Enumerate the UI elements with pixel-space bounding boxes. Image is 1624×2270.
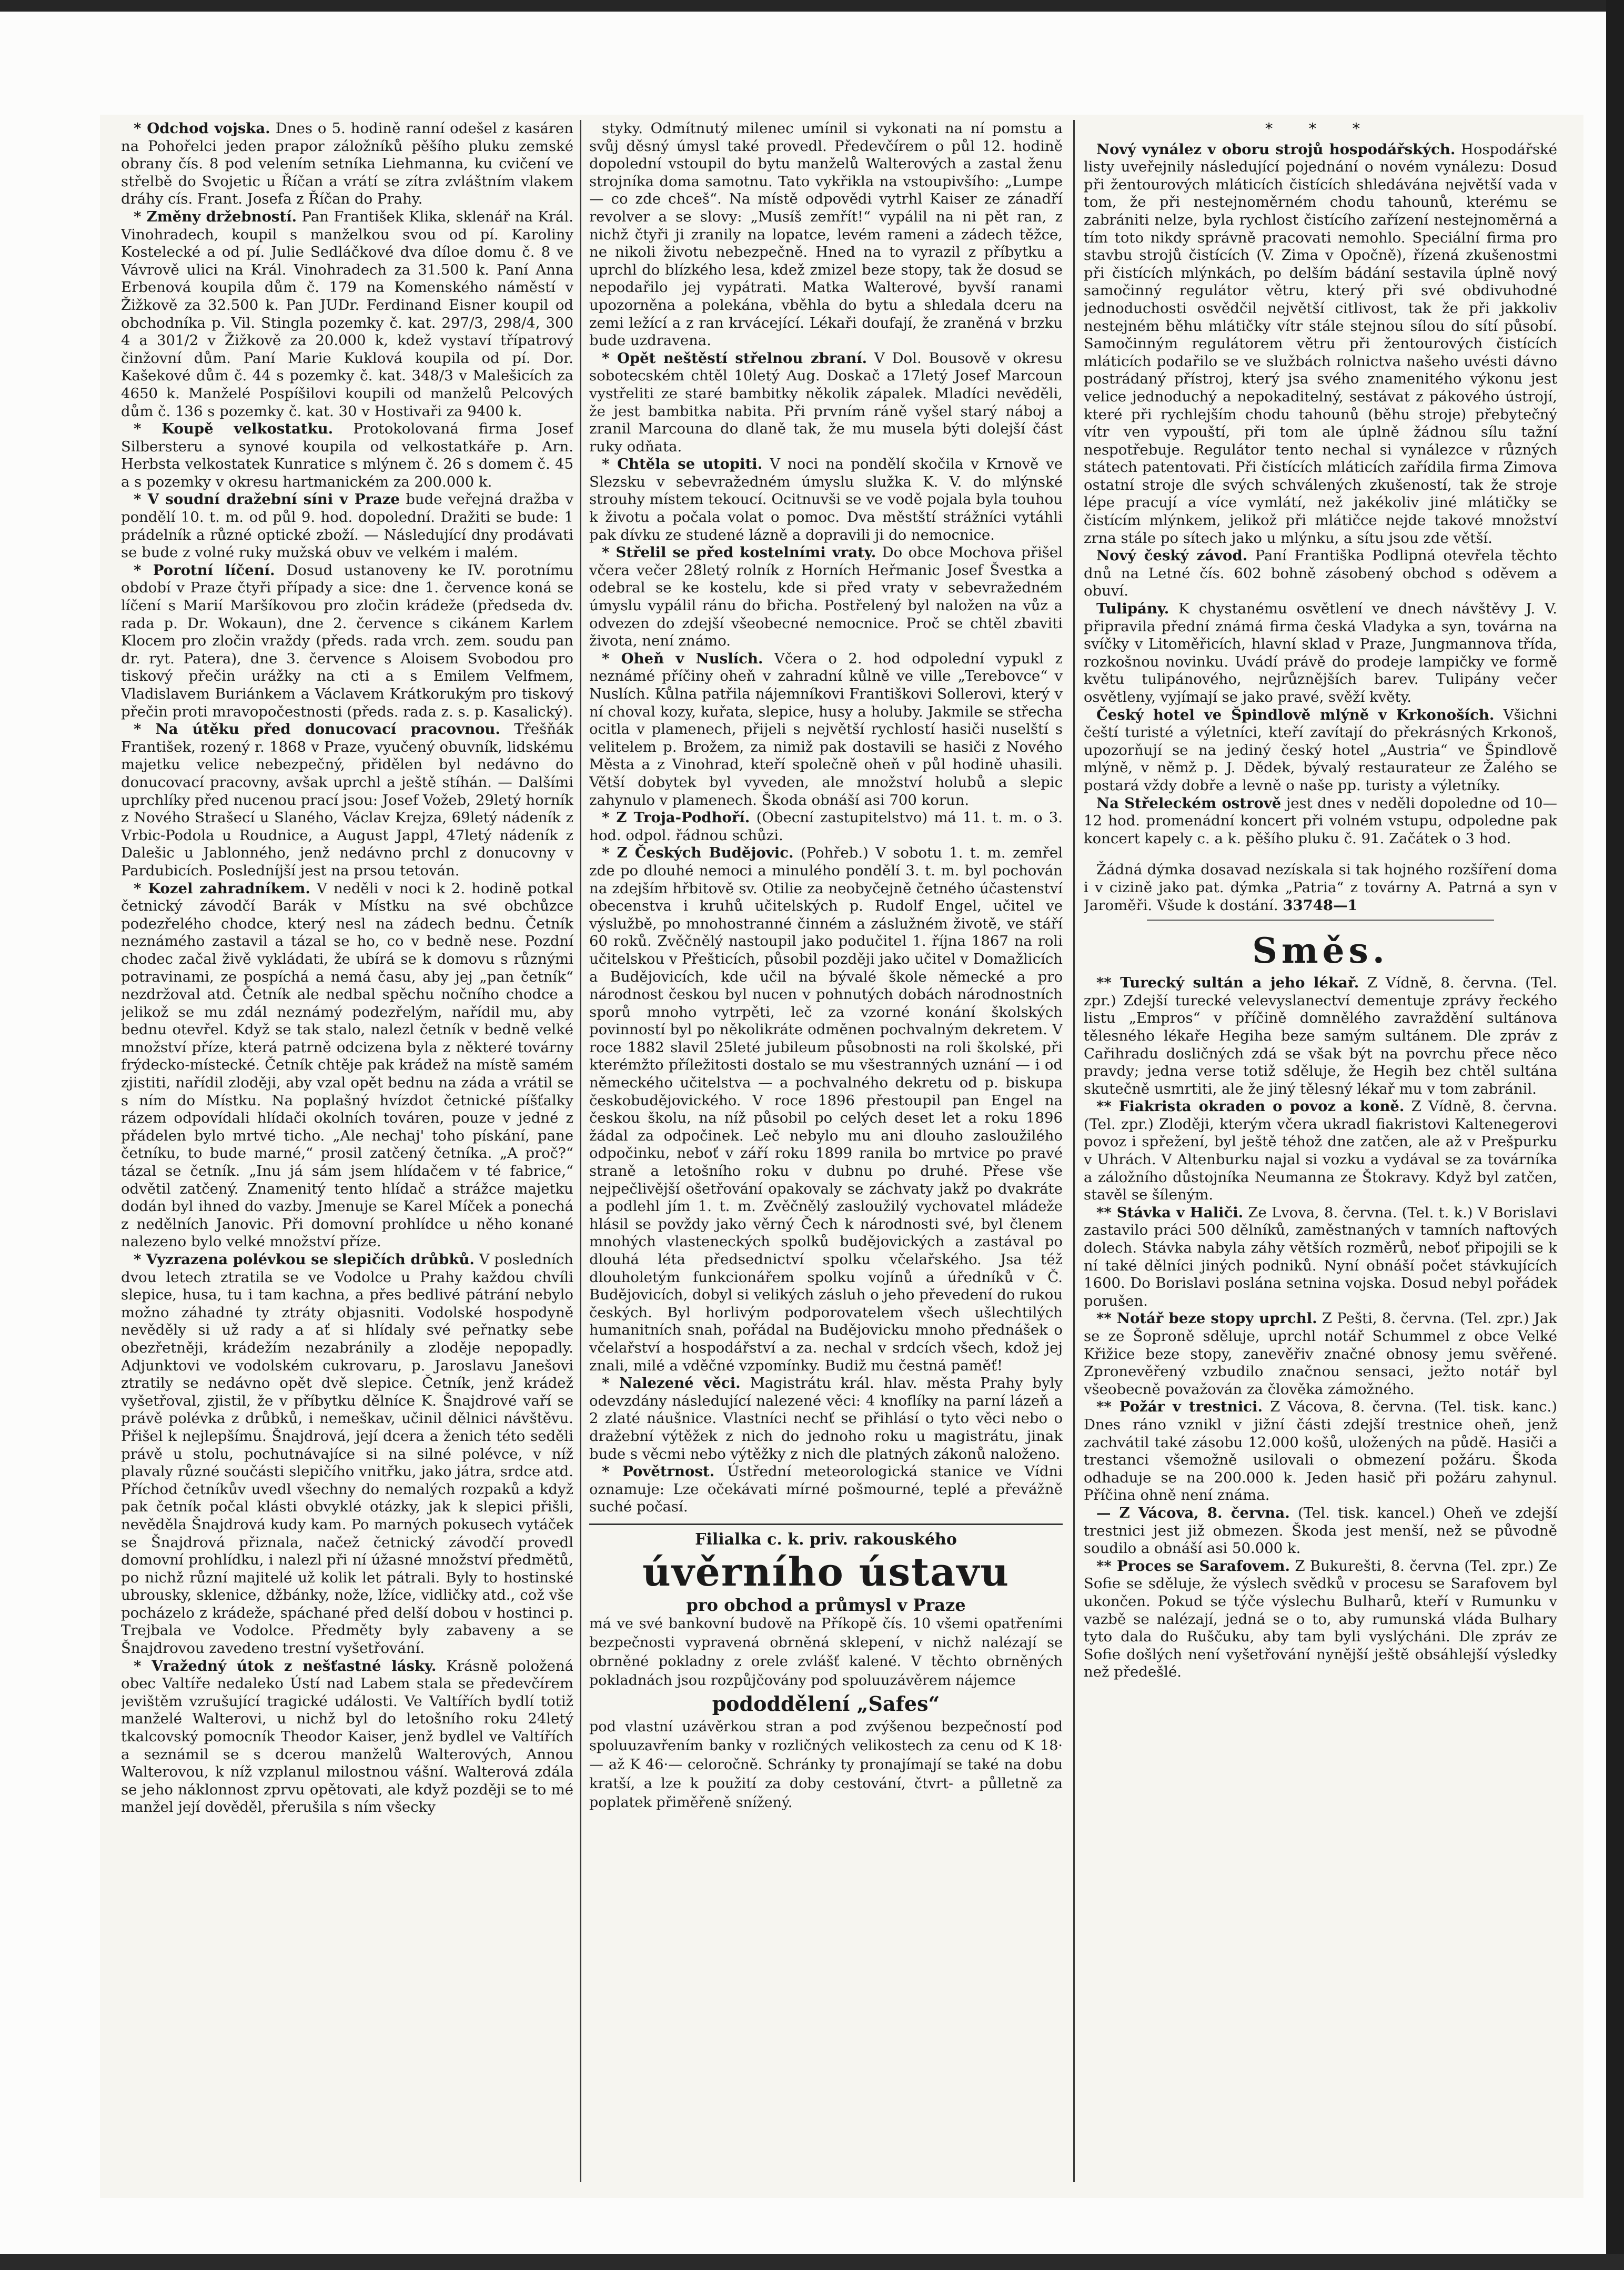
pipe-notice bbox=[1084, 861, 1557, 914]
item-heading: * Z Českých Budějovic. bbox=[602, 844, 794, 862]
item-heading: * Vražedný útok z nešťastné lásky. bbox=[134, 1657, 437, 1674]
item-body: (Tel. tisk. kancel.) Oheň ve zdejší trestnici jest již obmezen. Škoda jest menší, než se původně soudilo a obnáší asi 50.000 k. bbox=[1084, 1504, 1557, 1557]
item-body: Dnes o 5. hodině ranní odešel z kasáren na Pohořelci jeden prapor záložníků pěšího pluku zemské obrany čís. 8 pod velením setníka Liehmanna, ku cvičení ve střelbě do Svojetic u Říčan a vrátí se zítra zvláštním vlakem dráhy cís. Frant. Josefa z Říčan do Prahy. bbox=[121, 120, 573, 208]
item-body: Do obce Mochova přišel včera večer 28letý rolník z Horních Heřmanic Josef Švestka a odebral se ke kostelu, kde si před vraty v sebevražedném úmyslu vypálil ránu do břicha. Postřelený byl naložen na vůz a odvezen do zdejší všeobecné nemocnice. Proč se chtěl zbaviti života, není známo. bbox=[589, 544, 1063, 650]
item-heading: * Oheň v Nuslích. bbox=[602, 650, 763, 667]
column-middle bbox=[589, 120, 1063, 2193]
news-item bbox=[1084, 1398, 1557, 1505]
item-body: Krásně položená obec Valtíře nedaleko Ústí nad Labem stala se předevčírem jevištěm vzrušující tragické události. Ve Valtířích bydlí totiž manželé Walterovi, u nichž byl do letošního roku 24letý tkalcovský pomocník Theodor Kaiser, jenž bydlel ve Valtířích a seznámil se s dcerou manželů Walterových, Annou Walterovou, k níž vzplanul milostnou vášní. Walterová zdála se jeho náklonnost zprvu opětovati, ale když později se to mé manžel její dověděl, přerušila s ním všecky bbox=[121, 1657, 573, 1816]
item-heading: * Střelil se před kostelními vraty. bbox=[602, 544, 876, 561]
news-item bbox=[121, 562, 573, 721]
item-body: Protokolovaná firma Josef Silbersteru a synové koupila od velkostatkáře p. Arn. Herbsta velkostatek Kunratice s mlýnem č. 26 s domem č. 45 a s pozemky v okresu hartmanickém za 200.000 k. bbox=[121, 420, 573, 490]
news-item bbox=[1084, 1098, 1557, 1204]
item-heading: — Z Vácova, 8. června. bbox=[1096, 1504, 1290, 1521]
item-heading: ** Stávka v Haliči. bbox=[1096, 1204, 1244, 1221]
news-item bbox=[1084, 974, 1557, 1098]
item-heading: * Vyzrazena polévkou se slepičích drůbků. bbox=[134, 1251, 475, 1268]
news-item bbox=[589, 809, 1063, 844]
news-item bbox=[589, 844, 1063, 1375]
news-item bbox=[1084, 141, 1557, 548]
item-body: bude veřejná dražba v pondělí 10. t. m. od půl 9. hod. dopolední. Dražiti se bude: 1 prádelník a různé optické zboží. — Následující dny prodávati se bude z volné ruky mužská obuv ve velkém i malém. bbox=[121, 491, 573, 561]
item-body: Z Bukurešti, 8. června (Tel. zpr.) Ze Sofie se sděluje, že výslech svědků v procesu se Sarafovem byl ukončen. Pokud se týče výslechu Bulharů, kteří v Rumunku v vazbě se nalézají, jedná se o to, aby rumunská vláda Bulhary tyto dala do Ruščuku, aby tam byli vyslýcháni. Dle zpráv ze Sofie došlých není vyšetřování nynější ještě obsáhlejší výsledky než předešlé. bbox=[1084, 1557, 1557, 1681]
ad-body-text: pod vlastní uzávěrkou stran a pod zvýšenou bezpečností pod spoluuzavřením banky v rozličných velikostech za cenu od K 18·— až K 46·— celoročně. Schránky ty pronajímají se také na dobu kratší, a lze k použití za doby cestování, čtvrt- a půlletně za poplatek přiměřeně snížený. bbox=[589, 1718, 1063, 1811]
item-body: V Dol. Bousově v okresu sobotecském chtěl 10letý Aug. Doskač a 17letý Josef Marcoun vystřeliti ze staré bambitky několik zápalek. Mladíci nevěděli, že jest bambitka nabita. Při prvním ráně vyšel starý náboj a zranil Marcouna do dlaně tak, že mu musela býti dolejší část ruky odňata. bbox=[589, 349, 1063, 455]
item-body: (Obecní zastupitelstvo) má 11. t. m. o 3. hod. odpol. řádnou schůzi. bbox=[589, 809, 1063, 844]
notice-text: Žádná dýmka dosavad nezískala si tak hojného rozšíření doma i v cizině jako pat. dýmka „Patria“ z továrny A. Patrná a syn v Jaroměři. Všude k dostání. bbox=[1084, 861, 1557, 914]
item-body: Hospodářské listy uveřejnily následující pojednání o novém vynálezu: Dosud při žentourových mláticích čistících shledávána největší vada v tom, že při nestejnoměrném chodu tahounů, kterému se zabrániti nelze, byla rychlost čistícího zařízení nestejnoměrná a tím toto nikdy správně pracovati nemohlo. Speciální firma pro stavbu strojů čistících (V. Zima v Opočně), řízená zkušenostmi při čistících mlýnkách, po delším bádání sestavila úplně nový samočinný regulátor větru, který při své obdivuhodné jednoduchosti osvědčil největší citlivost, tak že při jakkoliv nestejném běhu mlátičky vítr stále stejnou sílou do sítí působí. Samočinným regulátorem větru při žentourových čistících mláticích podařilo se ve službách rolnictva našeho uvésti dávno postrádaný přístroj, který jsa svého znamenitého výkonu jest velice jednoduchý a nepokaditelný, sestávat z pákového ústrojí, které při rychlejším chodu tahounů (běhu stroje) přebytečný vítr ven vypouští, při tom ale úplně žádnou sílu tažní nespotřebuje. Regulátor tento nechal si vynálezce v různých státech patentovati. Při čistících mláticích zařídila firma Zimova ostatní stroje dle svých schválených zkušeností, tak že stroje lépe pracují a více vymlátí, než jakékoliv jiné mlátičky se čistícím mlýnkem, jelikož při mlátičce nejde takové množství zrna stále po sítech jako u mlýnku, a sítu jsou zde větší. bbox=[1084, 140, 1557, 547]
newspaper-page bbox=[100, 115, 1583, 2198]
news-item bbox=[589, 350, 1063, 456]
news-item bbox=[121, 721, 573, 880]
news-item bbox=[1084, 1310, 1557, 1398]
item-body: Včera o 2. hod odpolední vypukl z neznámé příčiny oheň v zahradní kůlně ve ville „Terebovce“ v Nuslích. Kůlna patřila nájemníkovi Františkovi Sollerovi, který v ní choval kozy, kuřata, slepice, husy a holuby. Jakmile se střecha ocitla v plamenech, přijeli s největší rychlostí hasiči nuselští s velitelem p. Brožem, za nimiž pak dostavili se hasiči z Nového Města a z Vinohrad, kteří společně oheň v půl hodině uhasili. Větší dobytek byl vyveden, ale množství holubů a slepic zahynulo v plamenech. Škoda obnáší asi 700 korun. bbox=[589, 650, 1063, 809]
item-body: (Pohřeb.) V sobotu 1. t. m. zemřel zde po dlouhé nemoci a minulého pondělí 3. t. m. byl pochován na zdejším hřbitově sv. Otilie za neobyčejně četného účastenství obecenstva i kruhů učitelských p. Rudolf Engel, učitel ve výslužbě, po mnohostranné činném a záslužném životě, ve stáří 60 roků. Zvěčnělý nastoupil jako podučitel 1. října 1867 na roli učitelskou v Přešticích, působil později jako učitel v Domažlicích a Budějovicích, kde učil na bývalé škole německé a pro národnost českou byl nucen v pohnutých dobách národnostních sporů mnoho vytrpěti, leč za vzorné konání školských povinností byl po několikráte odměnen pochvalným dekretem. V roce 1882 slavil 25leté jubileum působnosti na roli školské, při kterémžto příležitosti dostalo se mu všestranných uznání — i od německého učitelstva — a pochvalného dekretu od p. biskupa českobudějovického. V roce 1896 přestoupil pan Engel na českou školu, na níž působil po celých deset let a roku 1896 žádal za odpočinek. Leč nebylo mu ani dlouho zasloužilého odpočinku, neboť v září roku 1899 ranila bo mrtvice po pravé straně a letošního roku v dubnu po druhé. Přese vše nejpečlivější ošetřování opakovaly se záchvaty jakž po dvakráte a podlehl jím 1. t. m. Zvěčnělý zasloužilý vychovatel mládeže hlásil se povždy jako věrný Čech k národnosti své, byl členem mnohých vlasteneckých spolků budějovických a zastával po dlouhá léta předsednictví spolku včelařského. Jsa též dlouholetým funkcionářem spolku vojínů a úředníků v Č. Budějovicích, dobyl si velikých zásluh o jeho převedení do rukou českých. Byl horlivým podporovatelem všech ušlechtilých humanitních snah, pořádal na Budějovicku mnoho přednášek o včelařství a hospodářství a za. nechal v srdcích všech, kdož jej znali, milé a vděčné vzpomínky. Budiž mu čestná paměť! bbox=[589, 844, 1063, 1374]
news-item bbox=[1084, 547, 1557, 600]
news-item bbox=[589, 1375, 1063, 1463]
item-heading: Nový český závod. bbox=[1096, 547, 1248, 564]
column-rule bbox=[580, 120, 581, 2182]
news-item bbox=[589, 544, 1063, 650]
news-item bbox=[1084, 1505, 1557, 1558]
news-item bbox=[121, 208, 573, 420]
item-body: V noci na pondělí skočila v Krnově ve Slezsku v sebevražedném úmyslu služka K. V. do mlýnské strouhy místem tekoucí. Ocitnuvši se ve vodě pojala byla touhou k životu a počala volat o pomoc. Dva městští strážníci vytáhli pak dívku ze studené lázně a dopravili ji do nemocnice. bbox=[589, 456, 1063, 543]
item-heading: Na Střeleckém ostrově bbox=[1096, 794, 1282, 812]
news-item bbox=[1084, 795, 1557, 848]
item-heading: ** Notář beze stopy uprchl. bbox=[1096, 1310, 1317, 1327]
ad-safes-heading: pododdělení „Safes“ bbox=[712, 1691, 940, 1716]
divider bbox=[1147, 920, 1494, 921]
item-heading: ** Požár v trestnici. bbox=[1096, 1398, 1263, 1416]
item-heading: * Na útěku před donucovací pracovnou. bbox=[134, 721, 500, 738]
item-body: Z Vídně, 8. června. (Tel. zpr.) Zdejší turecké velevyslanectví dementuje zprávy řeckého listu „Empros“ v příčině domnělého zavraždění sultánova tělesného lékaře Hegiha beze samým sultánem. Dle zpráv z Cařihradu dosličných zdá se však být na povrchu přece něco pravdy; jedna verse totiž sděluje, že Hegih bez chtěl sultána skutečně usmrtiti, ale že jiný tělesný lékař mu v tom zabránil. bbox=[1084, 974, 1557, 1097]
item-body: Z Vácova, 8. června. (Tel. tisk. kanc.) Dnes ráno vznikl v jižní části zdejší trestnice oheň, jenž zachvátil také zásobu 12.000 košů, uložených na půdě. Hasiči a trestanci všemožně usilovali o obmezení požáru. Škoda odhaduje se na 200.000 k. Jeden hasič při požáru zahynul. Příčina ohně není známa. bbox=[1084, 1398, 1557, 1504]
item-body: Třešňák František, rozený r. 1868 v Praze, vyučený obuvník, lidskému majetku velice nebezpečný, přidělen byl nedávno do donucovací pracovny, avšak uprchl a ještě stíhán. — Dalšími uprchlíky před nucenou prací jsou: Josef Vožeb, 29letý horník z Nového Strašecí u Slaného, Václav Krejza, 69letý nádeník z Vrbic-Podola u Roudnice, a August Jappl, 47letý nádeník z Dalešic u Jablonného, jenž nedávno prchl z donucovny v Pardubicích. Posledníjší jest na prsou tetován. bbox=[121, 721, 573, 879]
item-heading: ** Fiakrista okraden o povoz a koně. bbox=[1096, 1098, 1405, 1115]
item-body: Magistrátu král. hlav. města Prahy byly odevzdány následující nalezené věci: 4 knoflíky na parní lázeň a 2 zlaté náušnice. Vlastníci nechť se přihlásí o tyto věci nebo o dražební výtěžek z nich do jednoho roku u magistrátu, jinak bude s věcmi nebo výtěžky z nich dle platných zákonů naloženo. bbox=[589, 1375, 1063, 1462]
item-body: Pan František Klika, sklenář na Král. Vinohradech, koupil s manželkou svou od pí. Karoliny Kostelecké a od pí. Julie Sedláčkové dva díloe domu č. 8 ve Vávrově ulici na Král. Vinohradech za 31.500 k. Paní Anna Erbenová koupila dům č. 179 na Komenského náměstí v Žižkově za 32.500 k. Pan JUDr. Ferdinand Eisner koupil od obchodníka p. Vil. Stingla pozemky č. kat. 297/3, 298/4, 300 4 a 301/2 v Žižkově za 20.000 k, kdež vystaví třípatrový činžovní dům. Paní Marie Kuklová koupila od pí. Dor. Kašekové dům č. 44 s pozemky č. kat. 348/3 v Malešicích za 4650 k. Manželé Pospíšilovi koupili od manželů Pelcových dům č. 136 s pozemky č. kat. 30 v Hostivaři za 9400 k. bbox=[121, 208, 573, 420]
item-heading: Tulipány. bbox=[1096, 600, 1169, 618]
item-body: Dosud ustanoveny ke IV. porotnímu období v Praze čtyři případy a sice: dne 1. července koná se líčení s Marií Maršíkovou pro zločin krádeže (předseda dv. rada p. Dr. Wokaun), dne 2. července s cikánem Karlem Klocem pro zločin vraždy (předs. rada vrch. zem. soudu pan dr. ryt. Patera), dne 3. července s Aloisem Svobodou pro tiskový přečin urážky na cti a s Emilem Velfmem, Vladislavem Buriánkem a Václavem Krátkorukým pro tiskový přečin proti mravopočestnosti (předs. rada z. s. p. Kasalický). bbox=[121, 561, 573, 720]
item-heading: * Kozel zahradníkem. bbox=[134, 880, 310, 897]
scan-edge-bottom bbox=[0, 2254, 1624, 2270]
news-item bbox=[121, 1251, 573, 1658]
scan-edge-right bbox=[1606, 0, 1624, 2270]
item-heading: * Nalezené věci. bbox=[602, 1375, 741, 1392]
ad-line-branch: Filialka c. k. priv. rakouského bbox=[695, 1530, 957, 1549]
item-body: jest dnes v neděli dopoledne od 10—12 hod. promenádní koncert při volném vstupu, odpoledne pak koncert kapely c. a k. pěšího pluku č. 91. Začátek o 3 hod. bbox=[1084, 794, 1557, 847]
news-item bbox=[589, 650, 1063, 809]
column-right bbox=[1084, 120, 1557, 2193]
news-item bbox=[1084, 707, 1557, 795]
item-heading: * Povětrnost. bbox=[602, 1463, 715, 1480]
item-body: Paní Františka Podlipná otevřela těchto dnů na Letné čís. 602 bohně zásobený obchod s oděvem a obuví. bbox=[1084, 547, 1557, 600]
news-item bbox=[121, 1658, 573, 1817]
news-item bbox=[1084, 600, 1557, 707]
section-title: Směs. bbox=[1252, 930, 1389, 972]
item-body: Všichni čeští turisté a výletníci, kteří zavítají do překrásných Krkonoš, upozorňují se na jediný český hotel „Austria“ ve Špindlově mlýně, v němž p. J. Dědek, bývalý restaurateur ze Žalého se postará vždy dobře a levně o naše pp. turisty a výletníky. bbox=[1084, 706, 1557, 794]
item-heading: * Odchod vojska. bbox=[134, 120, 270, 137]
item-heading: * Chtěla se utopiti. bbox=[602, 456, 763, 473]
news-item bbox=[121, 420, 573, 491]
news-item bbox=[121, 880, 573, 1251]
item-body: Ze Lvova, 8. června. (Tel. t. k.) V Borislavi zastavilo práci 500 dělníků, zaměstnaných v tamních naftových dolech. Stávka nabyla záhy větších rozměrů, neboť připojili se k ní také dělníci jiných podniků. Nyní obnáší počet stávkujících 1600. Do Borislavi poslána setnina vojska. Dosud nebyl pořádek porušen. bbox=[1084, 1204, 1557, 1309]
news-item bbox=[1084, 1558, 1557, 1681]
ad-line-purpose: pro obchod a průmysl v Praze bbox=[686, 1595, 966, 1615]
item-body: Z Pešti, 8. června. (Tel. zpr.) Jak se ze Šoproně sděluje, uprchl notář Schummel z obce Velké Křižice beze stopy, zanevěřiv značné obnosy jemu svěřené. Zpronevěřený vzbudilo značnou sensaci, ježto notář byl všeobecně považován za člověka zámožného. bbox=[1084, 1310, 1557, 1398]
item-body: K chystanému osvětlení ve dnech návštěvy J. V. připravila přední známá firma česká Vladyka a syn, továrna na svíčky v Litoměřicích, hlavní sklad v Praze, Jungmannova třída, rozkošnou novinku. Uvádí právě do prodeje lampičky ve formě květu tulipánového, nejrůznějších barev. Tulipány večer osvětleny, vyjímají se jako pravé, svěží květy. bbox=[1084, 600, 1557, 705]
bank-advertisement bbox=[589, 1524, 1063, 1812]
news-item bbox=[1084, 1204, 1557, 1310]
item-heading: Český hotel ve Špindlově mlýně v Krkonoších. bbox=[1096, 706, 1495, 723]
ad-body-text: má ve své bankovní budově na Příkopě čís. 10 všemi opatřeními bezpečnosti vypravená obrněná sklepení, v nichž nalézají se obrněné pokladny z orele zvlášť kalené. V těchto obrněných pokladnách jsou rozpůjčovány pod spoluuzávěrem nájemce bbox=[589, 1615, 1063, 1689]
item-body: V posledních dvou letech ztratila se ve Vodolce u Prahy každou chvíli slepice, husa, tu i tam kachna, a přes bedlivé pátrání nebylo možno záhadné ty ztráty objasniti. Vodolské hospodyně nevěděly si už rady a ať si hlídaly své peřnatky sebe obezřetněji, krádežím nezabránily a zloděje nepopadly. Adjunktovi ve vodolském cukrovaru, p. Jaroslavu Janešovi ztratily se nedávno opět dvě slepice. Četník, jenž krádež vyšetřoval, zjistil, že v příbytku dělníce K. Šnajdrové vaří se právě polévka z drůbků, i nemeškav, učinil dělnici návštěvu. Přišel k nejlepšímu. Šnajdrová, její dcera a ženich této seděli právě u stolu, pochutnávajíce si na silné polévce, v níž plavaly různé součásti slepičího vnitřku, jako játra, srdce atd. Příchod četníkův uvedl všechny do nemalých rozpaků a když pak četník počal klásti obvyklé otázky, jak k slepici přišli, nevěděla Šnajdrová kudy kam. Po marných pokusech vytáček se Šnajdrová přiznala, načež četnický závodčí provedl domovní prohlídku, i nalezl při ní úžasné množství předmětů, po nichž různí majitelé už kolik let pátrali. Byly to hostinské ubrousky, sklenice, džbánky, nože, lžíce, vidličky atd., což vše pocházelo z krádeže, spáchané před delší dobou v hostinci p. Trejbala ve Vodolce. Předměty byly zabaveny a se Šnajdrovou zavedeno trestní vyšetřování. bbox=[121, 1251, 573, 1657]
news-item bbox=[121, 491, 573, 561]
news-item bbox=[589, 456, 1063, 544]
item-heading: * Koupě velkostatku. bbox=[134, 420, 334, 438]
news-item bbox=[121, 120, 573, 208]
item-body: V neděli v noci k 2. hodině potkal četnický závodčí Barák v Místku na své obchůzce podezřelého chodce, který nesl na zádech bednu. Četník neznámého zastavil a tázal se ho, co v bedně nese. Pozdní chodec začal živě vykládati, že ubírá se k domovu s různými potravinami, ze pospíchá a nemá času, aby jej „pan četník“ nezdržoval atd. Četník ale nedbal spěchu nočního chodce a jelikož se mu zdál neznámý podezřelým, nařídil mu, aby bednu otevřel. Když se tak stalo, nalezl četník v bedně velké množství příze, která patrně odcizena byla z některé továrny frýdecko-místecké. Četník chtěje pak krádež na místě samém zjistiti, nařídil zloději, aby vzal opět bednu na záda a vrátil se s ním do Místku. Na poplašný hvízdot četnické píšťalky rázem odpovídali hlídači okolních továren, pouze v jedné z přádelen bylo mrtvé ticho. „Ale nechaj' toho pískání, pane četníku, to bude marné,“ prosil zatčený četníka. „A proč?“ tázal se četník. „Inu já sám jsem hlídačem v té fabrice,“ odvětil zatčený. Znamenitý tento hlídač a strážce majetku dodán byl ihned do vazby. Jmenuje se Karel Míček a ponechá z nedělních Janovic. Při domovní prohlídce u něho konané nalezeno bylo velké množství příze. bbox=[121, 880, 573, 1250]
news-item bbox=[589, 120, 1063, 350]
item-heading: Nový vynález v oboru strojů hospodářských. bbox=[1096, 140, 1456, 158]
item-heading: ** Turecký sultán a jeho lékař. bbox=[1096, 974, 1359, 992]
scan-edge-top bbox=[0, 0, 1624, 12]
item-heading: * Opět neštěstí střelnou zbraní. bbox=[602, 349, 868, 367]
notice-ref: 33748—1 bbox=[1283, 896, 1358, 914]
news-item bbox=[589, 1463, 1063, 1516]
item-heading: ** Proces se Sarafovem. bbox=[1096, 1557, 1290, 1575]
item-body: Ústřední meteorologická stanice ve Vídni oznamuje: Lze očekávati mírné pošmourné, teplé a převážně suché počasí. bbox=[589, 1463, 1063, 1516]
item-heading: * Změny držebností. bbox=[134, 208, 297, 225]
column-rule bbox=[1073, 120, 1075, 2182]
item-heading: * Z Troja-Podhoří. bbox=[602, 809, 750, 826]
ad-line-institute: úvěrního ústavu bbox=[642, 1549, 1010, 1595]
item-heading: * Porotní líčení. bbox=[134, 561, 275, 579]
section-stars: * * * bbox=[1265, 120, 1376, 137]
column-left bbox=[121, 120, 573, 2193]
item-heading: * V soudní dražební síni v Praze bbox=[134, 491, 400, 508]
item-body: Z Vídně, 8. června. (Tel. zpr.) Zloději, kterým včera ukradl fiakristovi Kaltenegerovi povoz i spřežení, byl ještě téhož dne zatčen, ale až v Prešpurku v Uhrách. V Altenburku najal si vozku a vydával se za továrníka a záložního důstojníka Neumanna ze Štokravy. Když byl zatčen, stavěl se šíleným. bbox=[1084, 1098, 1557, 1204]
item-body: styky. Odmítnutý milenec umínil si vykonati na ní pomstu a svůj děsný úmysl také provedl. Předevčírem o půl 12. hodině dopolední vstoupil do bytu manželů Walterových a zastal ženu strojníka doma samotnu. Tato vykřikla na vstoupivšího: „Lumpe — co zde chceš“. Na místě odpovědi vytrhl Kaiser ze zánadří revolver a se slovy: „Musíš zemřít!“ vypálil na ni pět ran, z nichž čtyři ji zranily na lopatce, levém rameni a zádech těžce, ne nikoli životu nebezpečně. Hned na to vyrazil z příbytku a uprchl do blízkého lesa, kdež zmizel beze stopy, tak že dosud se nepodařilo jej vypátrati. Matka Walterové, byvší ranami upozorněna a polekána, vběhla do bytu a shledala dceru na zemi ležící a z ran krvácející. Lékaři doufají, že zraněná v brzku bude uzdravena. bbox=[589, 120, 1063, 349]
